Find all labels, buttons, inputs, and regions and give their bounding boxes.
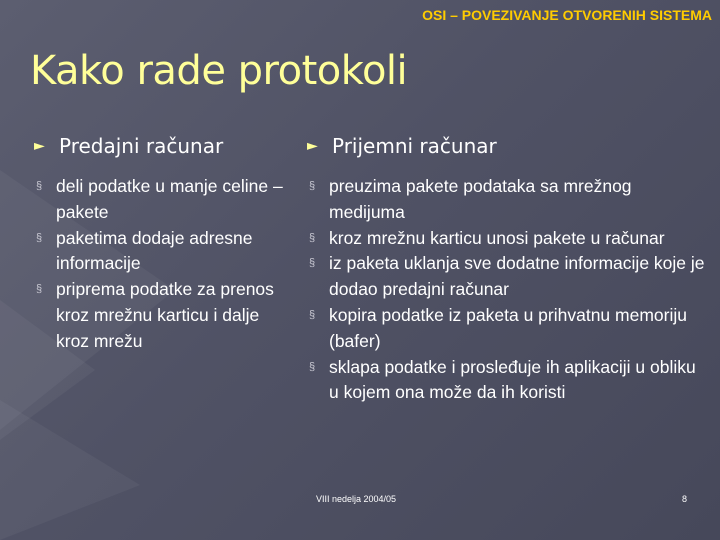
triangle-right-icon: ► (307, 138, 318, 154)
sender-heading-label: Predajni računar (59, 134, 224, 158)
square-bullet-icon: § (309, 180, 316, 192)
presentation-header: OSI – POVEZIVANJE OTVORENIH SISTEMA (422, 7, 712, 23)
receiver-heading (307, 132, 707, 160)
square-bullet-icon: § (36, 180, 43, 192)
list-item: § deli podatke u manje celine – pakete (36, 176, 283, 222)
list-item: § preuzima pakete podataka sa mrežnog medijuma (309, 176, 632, 222)
triangle-right-icon: ► (34, 138, 45, 154)
sender-heading (34, 132, 284, 160)
receiver-heading-label: Prijemni računar (332, 134, 497, 158)
square-bullet-icon: § (309, 231, 316, 244)
square-bullet-icon: § (36, 231, 43, 244)
sender-column (34, 132, 284, 355)
square-bullet-icon: § (36, 283, 43, 296)
list-item: § kroz mrežnu karticu unosi pakete u računar (307, 226, 707, 252)
list-item: § iz paketa uklanja sve dodatne informacije koje je dodao predajni računar (309, 253, 705, 300)
receiver-column (307, 132, 707, 406)
sender-list (34, 174, 284, 355)
list-item: § priprema podatke za prenos kroz mrežnu karticu i dalje kroz mrežu (36, 279, 274, 351)
receiver-list (307, 174, 707, 406)
square-bullet-icon: § (309, 360, 316, 373)
square-bullet-icon: § (309, 308, 316, 321)
square-bullet-icon: § (309, 257, 316, 270)
footer-date: VIII nedelja 2004/05 (316, 494, 397, 504)
list-item: § paketima dodaje adresne informacije (36, 227, 253, 274)
list-item: § kopira podatke iz paketa u prihvatnu memoriju (bafer) (309, 304, 687, 351)
list-item: § sklapa podatke i prosleđuje ih aplikaciji u obliku u kojem ona može da ih koristi (309, 356, 696, 403)
page-number: 8 (682, 494, 688, 504)
slide-title: Kako rade protokoli (30, 48, 408, 94)
